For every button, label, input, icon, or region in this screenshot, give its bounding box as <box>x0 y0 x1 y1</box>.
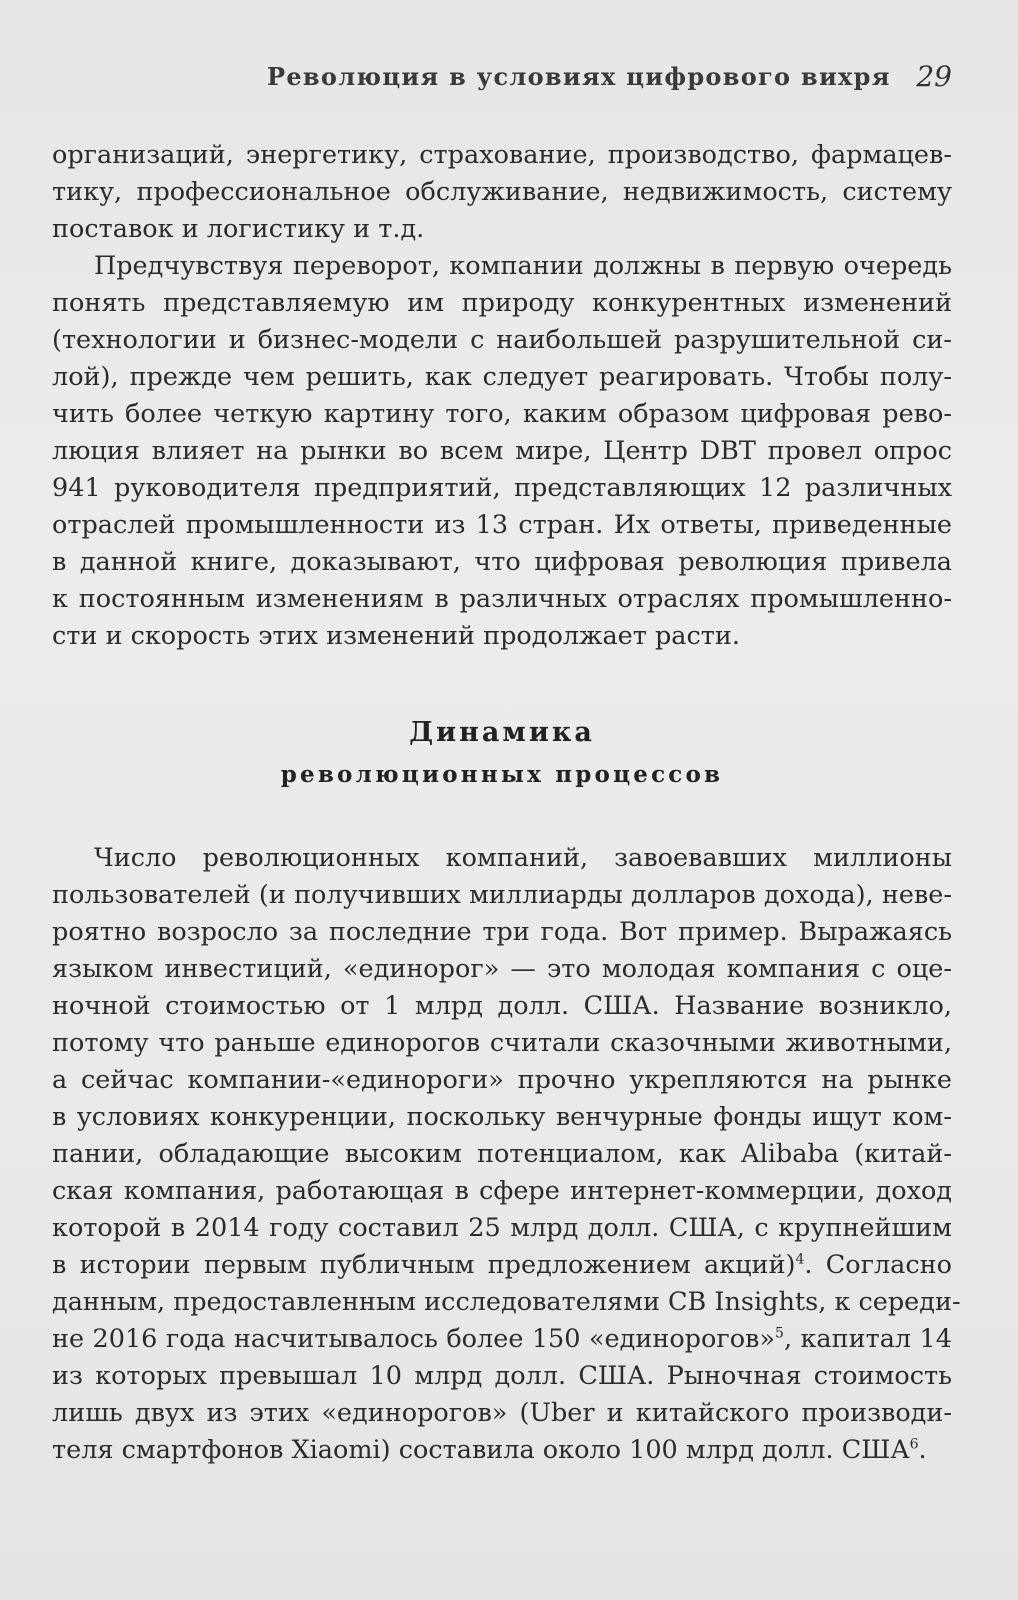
text-span: . Согласно <box>804 1250 952 1280</box>
text-line: сти и скорость этих изменений продолжает расти. <box>52 621 741 651</box>
section-heading-line-2: революционных процессов <box>280 761 724 788</box>
text-line: ская компания, работающая в сфере интернет-коммерции, доход <box>52 1176 952 1206</box>
text-span: . <box>918 1435 927 1465</box>
text-line: данным, предоставленным исследователями CB Insights, к середи- <box>52 1287 961 1317</box>
text-span: не 2016 года насчитывалось более 150 «единорогов» <box>52 1324 776 1354</box>
text-line: организаций, энергетику, страхование, производство, фармацев- <box>52 140 952 170</box>
text-line: в условиях конкуренции, поскольку венчурные фонды ищут ком- <box>52 1102 952 1132</box>
text-line: тику, профессиональное обслуживание, недвижимость, систему <box>52 177 952 207</box>
section-paragraph <box>52 840 961 1469</box>
text-line: 941 руководителя предприятий, представляющих 12 различных <box>52 473 952 503</box>
text-span: в истории первым публичным предложением акций) <box>52 1250 796 1280</box>
paragraph-continued <box>52 137 952 248</box>
text-line-footnote-5 <box>52 1321 952 1358</box>
section-heading <box>52 712 952 796</box>
text-line: в данной книге, доказывают, что цифровая революция привела <box>52 547 952 577</box>
paragraph <box>52 248 952 655</box>
text-line: пании, обладающие высоким потенциалом, как Alibaba (китай- <box>52 1139 952 1169</box>
text-line: (технологии и бизнес-модели с наибольшей разрушительной си- <box>52 325 952 355</box>
text-line: пользователей (и получивших миллиарды долларов дохода), неве- <box>52 880 952 910</box>
text-line: Предчувствуя переворот, компании должны в первую очередь <box>94 251 952 281</box>
text-line: ночной стоимостью от 1 млрд долл. США. Название возникло, <box>52 991 952 1021</box>
text-line: а сейчас компании-«единороги» прочно укрепляются на рынке <box>52 1065 952 1095</box>
footnote-ref-6[interactable]: 6 <box>909 1436 919 1453</box>
text-line: к постоянным изменениям в различных отраслях промышленно- <box>52 584 952 614</box>
text-line: лой), прежде чем решить, как следует реагировать. Чтобы полу- <box>52 362 952 392</box>
text-span: теля смартфонов Xiaomi) составила около 100 млрд долл. США <box>52 1435 910 1465</box>
text-line-footnote-4 <box>52 1247 952 1284</box>
running-title: Революция в условиях цифрового вихря <box>267 62 891 91</box>
running-head <box>52 62 952 98</box>
footnote-ref-4[interactable]: 4 <box>795 1251 805 1268</box>
text-line: роятно возросло за последние три года. Вот пример. Выражаясь <box>52 917 952 947</box>
text-line: потому что раньше единорогов считали сказочными животными, <box>52 1028 952 1058</box>
text-line: поставок и логистику и т.д. <box>52 214 425 244</box>
text-span: , капитал 14 <box>783 1324 953 1354</box>
text-line: чить более четкую картину того, каким образом цифровая рево- <box>52 399 952 429</box>
text-line: языком инвестиций, «единорог» — это молодая компания с оце- <box>52 954 952 984</box>
footnote-ref-5[interactable]: 5 <box>775 1325 784 1342</box>
text-line-footnote-6 <box>52 1432 952 1469</box>
text-line: люция влияет на рынки во всем мире, Центр DBT провел опрос <box>52 436 952 466</box>
text-line: отраслей промышленности из 13 стран. Их ответы, приведенные <box>52 510 952 540</box>
page-number: 29 <box>916 60 952 93</box>
text-line: которой в 2014 году составил 25 млрд долл. США, с крупнейшим <box>52 1213 952 1243</box>
text-line: Число революционных компаний, завоевавших миллионы <box>94 843 952 873</box>
text-line: понять представляемую им природу конкурентных изменений <box>52 288 952 318</box>
section-heading-line-1: Динамика <box>409 717 595 748</box>
text-line: лишь двух из этих «единорогов» (Uber и китайского производи- <box>52 1398 952 1428</box>
text-line: из которых превышал 10 млрд долл. США. Рыночная стоимость <box>52 1361 952 1391</box>
